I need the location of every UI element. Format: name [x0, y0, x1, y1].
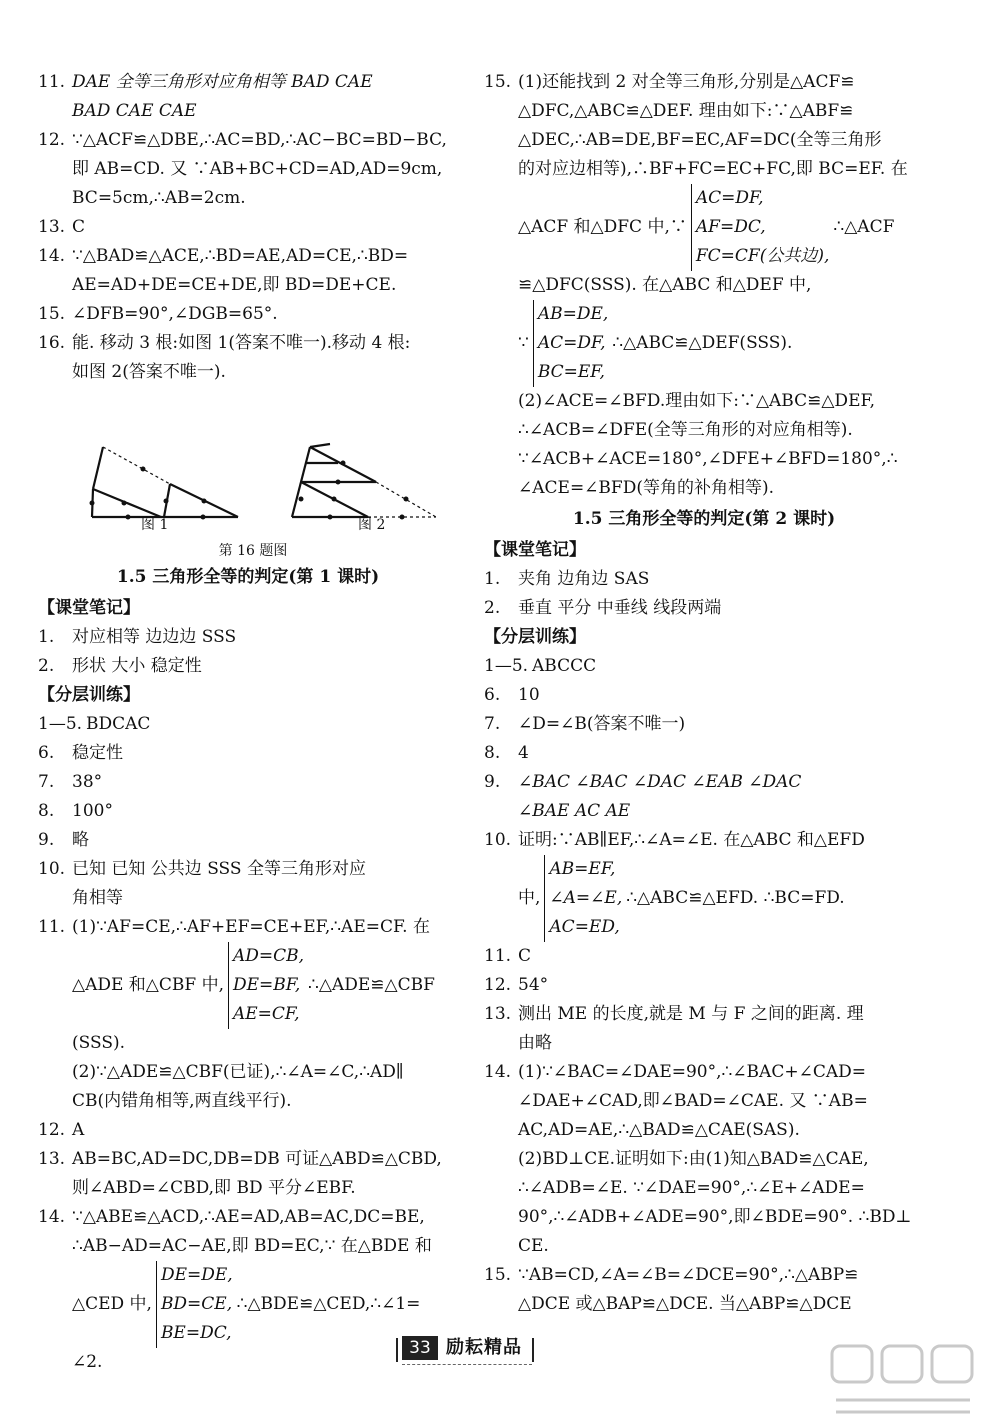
training-12: 12. 54°	[484, 975, 549, 995]
training-7: 7. 38°	[38, 772, 103, 792]
training-12: 12. A	[38, 1120, 85, 1140]
training-10: 10. 已知 已知 公共边 SSS 全等三角形对应 角相等	[38, 859, 366, 908]
stick	[93, 447, 103, 489]
equation-system: △ACF 和△DFC 中,∵ AC=DF, AF=DC, FC=CF(公共边), ∴△ACF	[518, 184, 924, 271]
footer-rule-left	[396, 1338, 398, 1362]
training-6: 6. 10	[484, 685, 540, 705]
training-11: 11. C	[484, 946, 532, 966]
answer-r15: 15. (1)还能找到 2 对全等三角形,分别是△ACF≌ △DFC,△ABC≌△DEF. 理由如下:∵△ABF≌ △DEC,∴AB=DE,BF=EC,AF=DC(全等三角形 的对应边相等),∴BF+FC=EC+FC,即 BC=EF. 在 △ACF 和△DFC 中,∵ AC=DF, AF=DC, FC=CF(公共边), ∴△ACF ≌△DFC(SSS). 在△ABC 和△DEF 中, ∵ AB=DE, AC=DF, BC=EF, ∴△ABC≌△DEF(SSS). (2)∠ACE=∠BFD.理由如下:∵△ABC≌△DEF, ∴∠ACB=∠DFE(全等三角形的对应角相等). ∵∠ACB+∠ACE=180°,∠DFE+∠BFD=180°,∴ ∠ACE=∠BFD(等角的补角相等).	[484, 68, 924, 503]
page-number: 33	[402, 1336, 438, 1360]
answer-12: 12. ∵△ACF≌△DBE,∴AC=BD,∴AC−BC=BD−BC, 即 AB=CD. 又 ∵AB+BC+CD=AD,AD=9cm, BC=5cm,∴AB=2cm.	[38, 130, 447, 208]
training-9: 9. 略	[38, 830, 89, 850]
watermark-logo-icon	[828, 1342, 978, 1420]
training-1-5: 1—5. BDCAC	[38, 714, 151, 734]
right-column	[484, 68, 924, 1319]
answer-15: 15. ∠DFB=90°,∠DGB=65°.	[38, 304, 278, 324]
training-15: 15. ∵AB=CD,∠A=∠B=∠DCE=90°,∴△ABP≌ △DCE 或△BAP≌△DCE. 当△ABP≌△DCE	[484, 1265, 859, 1314]
notes-header: 【课堂笔记】	[484, 540, 586, 560]
answer-11a: 11. DAE 全等三角形对应角相等 BAD CAE BAD CAE CAE	[38, 72, 373, 121]
left-column	[38, 68, 458, 1377]
equation-system: ∵ AB=DE, AC=DF, BC=EF, ∴△ABC≌△DEF(SSS).	[518, 300, 924, 387]
figure-label-1: 图 1	[141, 517, 169, 533]
answer-14: 14. ∵△BAD≌△ACE,∴BD=AE,AD=CE,∴BD= AE=AD+DE=CE+DE,即 BD=DE+CE.	[38, 246, 409, 295]
training-6: 6. 稳定性	[38, 743, 123, 763]
training-header: 【分层训练】	[38, 685, 140, 705]
training-8: 8. 4	[484, 743, 529, 763]
training-8: 8. 100°	[38, 801, 113, 821]
training-header: 【分层训练】	[484, 627, 586, 647]
figure-label-2: 图 2	[358, 517, 386, 533]
notes-header: 【课堂笔记】	[38, 598, 140, 618]
brand-name: 励耘精品	[446, 1337, 522, 1358]
note-2: 2. 垂直 平分 中垂线 线段两端	[484, 598, 722, 618]
training-1-5: 1—5. ABCCC	[484, 656, 597, 676]
note-2: 2. 形状 大小 稳定性	[38, 656, 202, 676]
stick	[93, 489, 161, 517]
section-title-1: 1.5 三角形全等的判定(第 1 课时)	[116, 567, 380, 587]
note-1: 1. 夹角 边角边 SAS	[484, 569, 650, 589]
figure-16	[38, 391, 458, 541]
training-14: 14. (1)∵∠BAC=∠DAE=90°,∴∠BAC+∠CAD= ∠DAE+∠CAD,即∠BAD=∠CAE. 又 ∵AB= AC,AD=AE,∴△BAD≌△CAE(SAS). (2)BD⊥CE.证明如下:由(1)知△BAD≌△CAE, ∴∠ADB=∠E. ∵∠DAE=90°,∴∠E+∠ADE= 90°,∴∠ADB+∠ADE=90°,即∠BDE=90°. ∴BD⊥ CE.	[484, 1062, 912, 1256]
training-13: 13. 测出 ME 的长度,就是 M 与 F 之间的距离. 理 由略	[484, 1004, 864, 1053]
equation-system: 中, AB=EF, ∠A=∠E, AC=ED, ∴△ABC≌△EFD. ∴BC=FD.	[518, 855, 924, 942]
training-14: 14. ∵△ABE≌△ACD,∴AE=AD,AB=AC,DC=BE, ∴AB−AD=AC−AE,即 BD=EC,∵ 在△BDE 和 △CED 中, DE=DE, BD=CE, BE=DC, ∴△BDE≌△CED,∴∠1= ∠2.	[38, 1203, 458, 1377]
note-1: 1. 对应相等 边边边 SSS	[38, 627, 237, 647]
training-10: 10. 证明:∵AB∥EF,∴∠A=∠E. 在△ABC 和△EFD 中, AB=EF, ∠A=∠E, AC=ED, ∴△ABC≌△EFD. ∴BC=FD.	[484, 826, 924, 942]
footer-rule-right	[532, 1338, 534, 1362]
footer-dash	[402, 1364, 532, 1365]
equation-system: △CED 中, DE=DE, BD=CE, BE=DC, ∴△BDE≌△CED,∴∠1=	[72, 1261, 458, 1348]
section-title-2: 1.5 三角形全等的判定(第 2 课时)	[572, 509, 836, 529]
answer-16: 16. 能. 移动 3 根:如图 1(答案不唯一).移动 4 根: 如图 2(答案不唯一).	[38, 333, 411, 382]
matchstick-figures	[38, 391, 458, 541]
stick	[310, 444, 330, 447]
training-11: 11. (1)∵AF=CE,∴AF+EF=CE+EF,∴AE=CF. 在 △ADE 和△CBF 中, AD=CB, DE=BF, AE=CF, ∴△ADE≌△CBF (SSS). (2)∵△ADE≌△CBF(已证),∴∠A=∠C,∴AD∥ CB(内错角相等,两直线平行).	[38, 913, 458, 1116]
training-9: 9. ∠BAC ∠BAC ∠DAC ∠EAB ∠DAC ∠BAE AC AE	[484, 772, 802, 821]
equation-system: △ADE 和△CBF 中, AD=CB, DE=BF, AE=CF, ∴△ADE≌△CBF	[72, 942, 458, 1029]
figure-caption: 第 16 题图	[218, 543, 288, 559]
training-7: 7. ∠D=∠B(答案不唯一)	[484, 714, 686, 734]
answer-13: 13. C	[38, 217, 86, 237]
training-13: 13. AB=BC,AD=DC,DB=DB 可证△ABD≌△CBD, 则∠ABD=∠CBD,即 BD 平分∠EBF.	[38, 1149, 442, 1198]
